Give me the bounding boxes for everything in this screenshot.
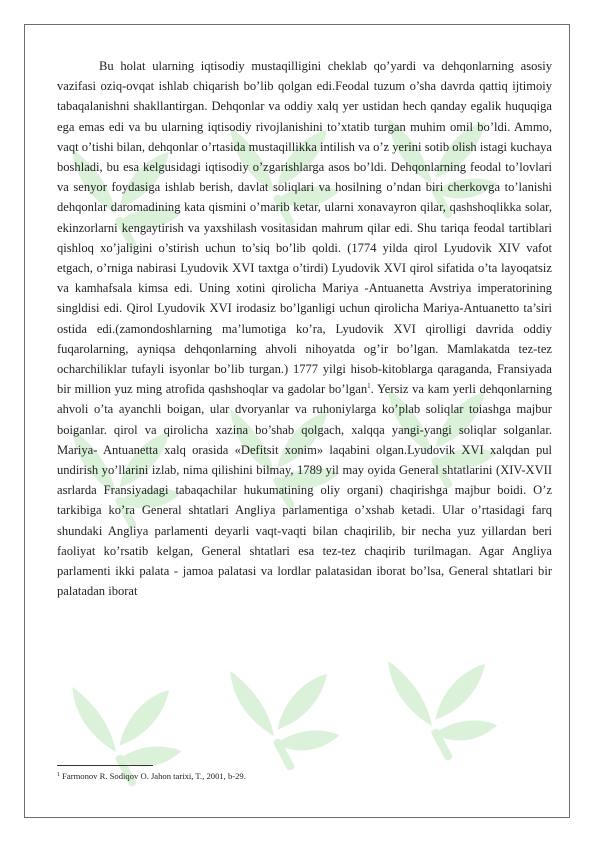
footnote-text: Farmonov R. Sodiqov O. Jahon tarixi, T., 2001, b-29. xyxy=(60,771,246,781)
paragraph-text-part-2: . Yersiz va kam yerli dehqonlarning ahvoli o’ta ayanchli boigan, ular dvoryanlar va ruhoniylarga ko’plab soliqlar toiashga majbur boiganlar. qirol va qirolicha xazina bo’shab qolgach, xalqqa yangi-yangi soliqlar solganlar. Mariya- Antuanetta xalq orasida «Defitsit xonim» laqabini olgan.Lyudovik XVI xalqdan pul undirish yo’llarini izlab, nima qilishini bilmay, 1789 yil may oyida General shtatlarini (XIV-XVII asrlarda Fransiyadagi tabaqachilar hukumatining oliy organi) chaqirishga majbur boidi. O’z tarkibiga ko’ra General shtatlari Angliya parlamentiga o’xshab ketadi. Ular o’rtasidagi farq shundaki Angliya parlamenti deyarli vaqt-vaqti bilan chaqirilib, bir necha yuz yillardan beri faoliyat ko’rsatib kelgan, General shtatlari esa tez-tez chaqirib turilmagan. Agar Angliya parlamenti ikki palata - jamoa palatasi va lordlar palatasidan iborat bo’lsa, General shtatlari bir palatadan iborat xyxy=(57,382,552,599)
paragraph-text-part-1: Bu holat ularning iqtisodiy mustaqilligini cheklab qo’yardi va dehqonlarning asosiy vazifasi oziq-ovqat ishlab chiqarish bo’lib qolgan edi.Feodal tuzum o’sha davrda qattiq ijtimoiy tabaqalanishni shakllantirgan. Dehqonlar va oddiy xalq yer ustidan hech qanday egalik huquqiga ega emas edi va bu ularning iqtisodiy rivojlanishini to’xtatib turgan muhim omil bo’ldi. Ammo, vaqt o’tishi bilan, dehqonlar o’rtasida mustaqillikka intilish va o’z yerini sotib olish istagi kuchaya boshladi, bu esa kelgusidagi iqtisodiy o’zgarishlarga asos bo’ldi. Dehqonlarning feodal to’lovlari va senyor foydasiga ishlab berish, davlat soliqlari va hosilning o’ndan biri cherkovga to’lanishi dehqonlar daromadining kata qismini o’marib ketar, ularni xonavayron qilar, qashshoqlikka solar, ekinzorlarni kengaytirish va yaxshilash vositasidan mahrum qilar edi. Shu tariqa feodal tartiblari qishloq xo’jaligini o’stirish uchun to’siq bo’lib qoldi. (1774 yilda qirol Lyudovik XIV vafot etgach, o’rniga nabirasi Lyudovik XVI taxtga o’tirdi) Lyudovik XVI qirol sifatida o’ta layoqatsiz va kamhafsala kimsa edi. Uning xotini qirolicha Mariya -Antuanetta Avstriya imperatorining singldisi edi. Qirol Lyudovik XVI irodasiz bo’lganligi uchun qirolicha Mariya-Antuanetto ta’siri ostida edi.(zamondoshlarning ma’lumotiga ko’ra, Lyudovik XVI qirolligi davrida oddiy fuqarolarning, ayniqsa dehqonlarning ahvoli nihoyatda og’ir bo’lgan. Mamlakatda tez-tez ocharchiliklar tufayli isyonlar bo’lib turgan.) 1777 yilgi hisob-kitoblarga qaraganda, Fransiyada bir million yuz ming atrofida qashshoqlar va gadolar bo’lgan xyxy=(57,59,552,397)
footnote xyxy=(57,771,552,782)
body-paragraph xyxy=(57,56,552,601)
footnote-reference[interactable]: 1 xyxy=(367,382,371,391)
footnote-divider xyxy=(57,765,153,766)
footnote-number: 1 xyxy=(57,772,60,778)
